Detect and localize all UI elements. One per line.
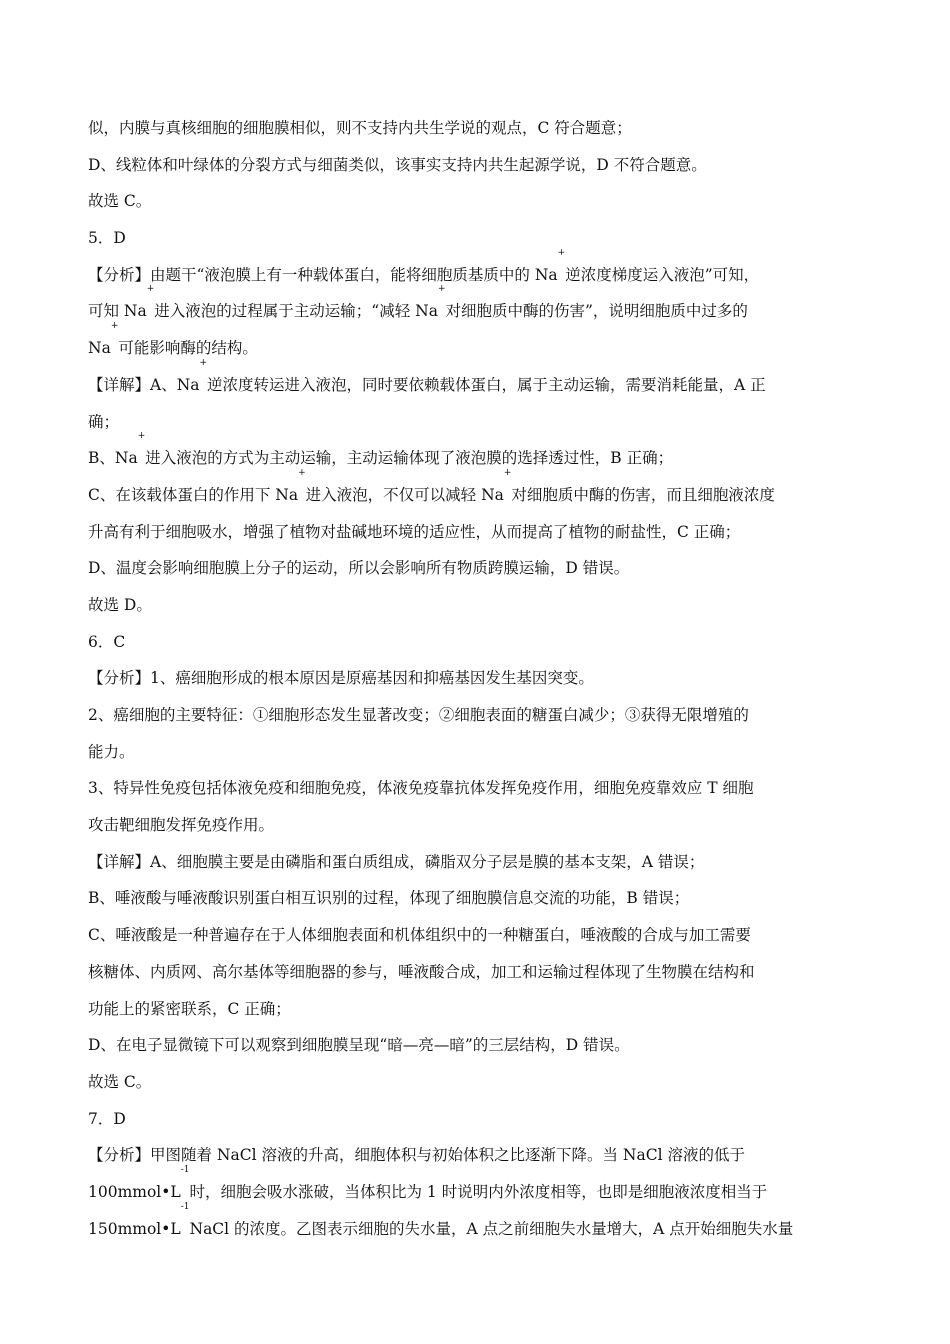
text-line [88,954,828,991]
text-line [88,770,828,807]
text-segment: 2、癌细胞的主要特征：①细胞形态发生显著改变；②细胞表面的糖蛋白减少；③获得无限增殖的 [88,706,749,724]
text-line [88,404,828,441]
text-segment: 可知 Na [88,302,147,321]
text-line [88,844,828,881]
superscript: + [199,357,208,368]
text-segment: 【分析】1、癌细胞形成的根本原因是原癌基因和抑癌基因发生基因突变。 [88,669,594,688]
text-segment: C、唾液酸是一种普遍存在于人体细胞表面和机体组织中的一种糖蛋白，唾液酸的合成与加工需要 [88,926,751,945]
text-segment: 【分析】由题干“液泡膜上有一种载体蛋白，能将细胞质基质中的 Na [88,265,558,284]
text-segment: 3、特异性免疫包括体液免疫和细胞免疫，体液免疫靠抗体发挥免疫作用，细胞免疫靠效应 T 细胞 [88,779,754,798]
text-line [88,550,828,587]
text-segment: D、在电子显微镜下可以观察到细胞膜呈现“暗—亮—暗”的三层结构，D 错误。 [88,1036,630,1055]
text-line [88,991,828,1028]
text-line [88,1101,828,1138]
text-segment: 故选 C。 [88,1072,152,1091]
text-segment: 进入液泡的过程属于主动运输；“减轻 Na [154,302,438,321]
text-line [88,1164,828,1211]
superscript: + [503,467,512,478]
text-segment: 似，内膜与真核细胞的细胞膜相似，则不支持内共生学说的观点，C 符合题意； [88,119,632,137]
text-segment: 逆浓度梯度运入液泡”可知， [565,265,760,284]
text-line [88,514,828,551]
text-segment: 进入液泡，不仅可以减轻 Na [305,485,504,504]
text-segment: 功能上的紧密联系，C 正确； [88,999,291,1018]
text-line [88,110,828,147]
text-segment: 核糖体、内质网、高尔基体等细胞器的参与，唾液酸合成，加工和运输过程体现了生物膜在结构和 [88,962,755,981]
text-segment: 升高有利于细胞吸水，增强了植物对盐碱地环境的适应性，从而提高了植物的耐盐性，C 正确； [88,522,741,541]
text-line [88,660,828,697]
text-line [88,880,828,917]
text-line [88,624,828,661]
text-line [88,587,828,624]
text-line [88,183,828,220]
text-line [88,357,828,404]
text-segment: 7．D [88,1109,126,1128]
text-segment: 故选 D。 [88,595,152,614]
text-segment: 【详解】A、细胞膜主要是由磷脂和蛋白质组成，磷脂双分子层是膜的基本支架，A 错误； [88,852,705,871]
text-line [88,1201,828,1248]
text-segment: 逆浓度转运进入液泡，同时要依赖载体蛋白，属于主动运输，需要消耗能量，A 正 [207,375,766,394]
text-segment: 时，细胞会吸水涨破，当体积比为 1 时说明内外浓度相等，也即是细胞液浓度相当于 [189,1182,768,1201]
text-line [88,1064,828,1101]
text-segment: D、温度会影响细胞膜上分子的运动，所以会影响所有物质跨膜运输，D 错误。 [88,559,630,578]
text-segment: 可能影响酶的结构。 [118,339,258,358]
text-segment: 能力。 [88,742,135,761]
text-line [88,247,828,294]
superscript: + [146,284,155,295]
text-segment: 故选 C。 [88,192,152,211]
text-segment: 100mmol•L [88,1182,181,1201]
text-segment: B、Na [88,449,138,468]
text-segment: 进入液泡的方式为主动运输，主动运输体现了液泡膜的选择透过性，B 正确； [145,449,674,468]
text-line [88,467,828,514]
text-segment: 【详解】A、Na [88,375,200,394]
text-line [88,431,828,477]
superscript: -1 [180,1164,190,1175]
text-segment: 6．C [88,632,126,651]
text-segment: NaCl 的浓度。乙图表示细胞的失水量，A 点之前细胞失水量增大，A 点开始细胞失水量 [189,1219,794,1238]
text-line [88,220,828,257]
text-segment: B、唾液酸与唾液酸识别蛋白相互识别的过程，体现了细胞膜信息交流的功能，B 错误； [88,889,690,908]
superscript: + [437,284,446,295]
text-line [88,147,828,184]
text-line [88,1027,828,1064]
superscript: -1 [180,1201,190,1212]
text-segment: 攻击靶细胞发挥免疫作用。 [88,816,275,835]
answer-text-body [88,110,828,1247]
text-segment: D、线粒体和叶绿体的分裂方式与细菌类似，该事实支持内共生起源学说，D 不符合题意。 [88,155,707,174]
text-line [88,807,828,844]
text-segment: C、在该载体蛋白的作用下 Na [88,485,299,504]
text-segment: 150mmol•L [88,1219,181,1238]
text-line [88,917,828,954]
superscript: + [557,247,566,258]
text-line [88,321,828,367]
text-line [88,734,828,771]
superscript: + [298,467,306,478]
text-segment: Na [88,339,111,358]
text-segment: 确； [88,412,120,431]
superscript: + [137,431,146,442]
text-segment: 对细胞质中酶的伤害”，说明细胞质中过多的 [445,302,748,321]
text-line [88,284,828,330]
text-segment: 对细胞质中酶的伤害，而且细胞液浓度 [511,485,775,504]
text-segment: 【分析】甲图随着 NaCl 溶液的升高，细胞体积与初始体积之比逐渐下降。当 NaCl 溶液的低于 [88,1146,745,1165]
text-line [88,697,828,734]
superscript: + [110,321,119,332]
text-line [88,1137,828,1174]
text-segment: 5．D [88,229,126,248]
